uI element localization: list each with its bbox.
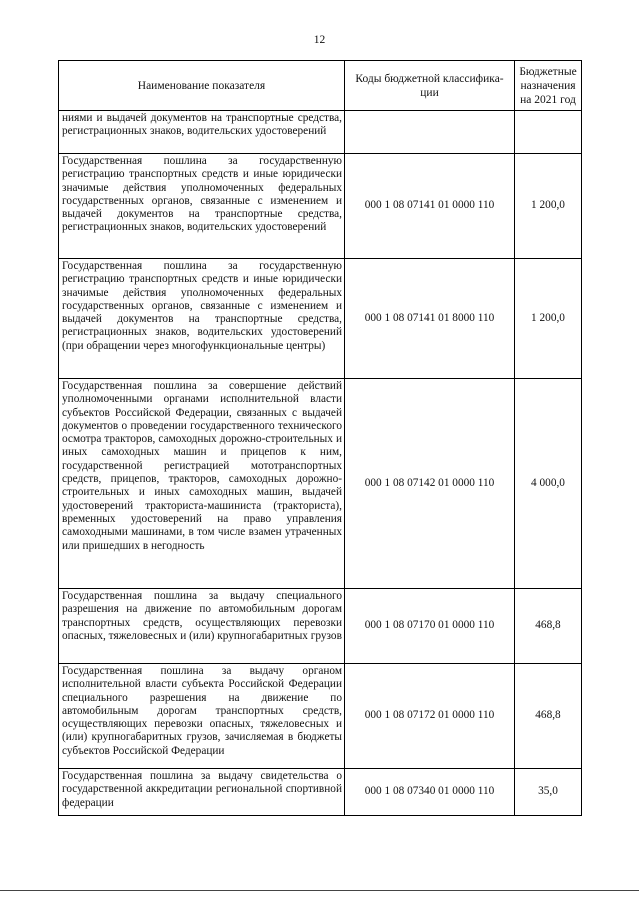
bottom-divider — [0, 890, 639, 891]
row-indicator-name: Государственная пошлина за выдачу свидетельства о государственной аккредитации региональной спортивной федерации — [59, 769, 345, 816]
table-row — [59, 589, 582, 664]
row-indicator-name: ниями и выдачей документов на транспортные средства, регистрационных знаков, водительских удостоверений — [59, 111, 345, 154]
row-budget-code: 000 1 08 07340 01 0000 110 — [345, 769, 515, 816]
page-number: 12 — [313, 34, 326, 46]
table-row — [59, 111, 582, 154]
table-row — [59, 379, 582, 589]
row-indicator-name: Государственная пошлина за совершение действий уполномоченными органами исполнительной власти субъектов Российской Федерации, связанных с выдачей документов о проведении государственного технического осмотра тракторов, самоходных дорожно-строительных и иных самоходных машин и прицепов к ним, государственной регистрацией мототранспортных средств, прицепов, тракторов, самоходных дорожно-строительных и иных самоходных машин, выдачей удостоверений тракториста-машиниста (тракториста), временных удостоверений на право управления самоходными машинами, в том числе взамен утраченных или пришедших в негодность — [59, 379, 345, 589]
row-indicator-name: Государственная пошлина за выдачу специального разрешения на движение по автомобильным дорогам транспортных средств, осуществляющих перевозки опасных, тяжеловесных и (или) крупногабаритных грузов — [59, 589, 345, 664]
header-budget-amount: Бюджетные назначения на 2021 год — [515, 61, 582, 111]
row-budget-code: 000 1 08 07142 01 0000 110 — [345, 379, 515, 589]
table-row — [59, 259, 582, 379]
row-budget-code — [345, 111, 515, 154]
row-indicator-name: Государственная пошлина за государственную регистрацию транспортных средств и иные юридически значимые действия уполномоченных федеральных государственных органов, связанные с изменением и выдачей документов на транспортные средства, регистрационных знаков, водительских удостоверений — [59, 154, 345, 259]
row-budget-amount: 468,8 — [515, 589, 582, 664]
header-budget-code: Коды бюджетной классифика-ции — [345, 61, 515, 111]
table-row — [59, 664, 582, 769]
row-budget-amount: 4 000,0 — [515, 379, 582, 589]
header-indicator-name: Наименование показателя — [59, 61, 345, 111]
budget-table — [58, 60, 582, 816]
table-header-row — [59, 61, 582, 111]
row-budget-amount: 1 200,0 — [515, 154, 582, 259]
row-budget-amount: 468,8 — [515, 664, 582, 769]
row-budget-code: 000 1 08 07141 01 8000 110 — [345, 259, 515, 379]
row-indicator-name: Государственная пошлина за выдачу органом исполнительной власти субъекта Российской Федерации специального разрешения на движение по автомобильным дорогам транспортных средств, осуществляющих перевозки опасных, тяжеловесных и (или) крупногабаритных грузов, зачисляемая в бюджеты субъектов Российской Федерации — [59, 664, 345, 769]
row-budget-code: 000 1 08 07172 01 0000 110 — [345, 664, 515, 769]
row-budget-code: 000 1 08 07141 01 0000 110 — [345, 154, 515, 259]
row-budget-amount — [515, 111, 582, 154]
row-indicator-name: Государственная пошлина за государственную регистрацию транспортных средств и иные юридически значимые действия уполномоченных федеральных государственных органов, связанные с изменением и выдачей документов на транспортные средства, регистрационных знаков, водительских удостоверений (при обращении через многофункциональные центры) — [59, 259, 345, 379]
table-row — [59, 769, 582, 816]
row-budget-amount: 1 200,0 — [515, 259, 582, 379]
row-budget-amount: 35,0 — [515, 769, 582, 816]
table-row — [59, 154, 582, 259]
row-budget-code: 000 1 08 07170 01 0000 110 — [345, 589, 515, 664]
